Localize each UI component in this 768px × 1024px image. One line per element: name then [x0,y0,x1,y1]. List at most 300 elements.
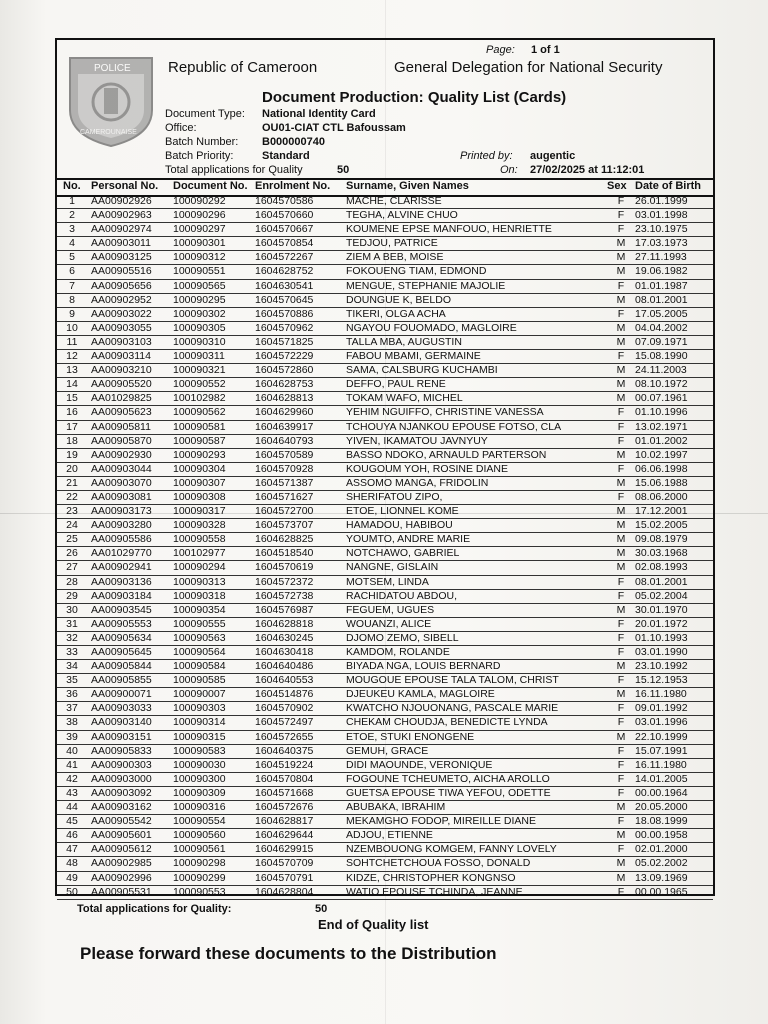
police-emblem-icon [64,52,158,148]
cell-en: 1604572497 [255,716,314,729]
cell-name: YIVEN, IKAMATOU JAVNYUY [346,434,488,447]
printed-by-value: augentic [530,150,576,162]
table-row [57,265,713,279]
cell-dob: 14.01.2005 [635,772,688,785]
cell-no: 26 [66,547,78,560]
cell-pn: AA00903092 [91,786,152,799]
cell-name: MACHE, CLARISSE [346,195,442,207]
cell-sex: F [617,646,625,658]
cell-dob: 08.01.2001 [635,575,688,588]
col-header-dob: Date of Birth [635,180,701,192]
cell-sex: F [617,631,625,644]
cell-dn: 100090311 [173,350,225,363]
cell-sex: M [616,335,626,348]
cell-dn: 100090293 [173,448,226,461]
cell-name: GUETSA EPOUSE TIWA YEFOU, ODETTE [346,786,551,799]
cell-dn: 100090294 [173,561,226,574]
printed-on-label: On: [500,164,518,176]
cell-dn: 100090297 [173,223,226,236]
col-header-no: No. [63,180,81,192]
cell-sex: M [616,378,626,391]
cell-no: 12 [66,350,78,363]
cell-en: 1604571668 [255,786,314,799]
cell-en: 1604630418 [255,646,314,658]
cell-dob: 01.10.1993 [635,631,688,644]
cell-en: 1604570709 [255,857,314,870]
cell-en: 1604570791 [255,871,314,884]
table-row [57,364,713,378]
cell-sex: F [617,589,625,602]
cell-name: BASSO NDOKO, ARNAULD PARTERSON [346,448,547,461]
cell-pn: AA00903173 [91,505,152,518]
cell-pn: AA00905844 [91,660,152,673]
table-row [57,745,713,759]
table-row [57,421,713,435]
cell-no: 11 [66,335,78,348]
cell-en: 1604570586 [255,195,314,207]
cell-no: 28 [66,575,78,588]
cell-dob: 23.10.1975 [635,223,688,236]
table-row [57,336,713,350]
cell-no: 47 [66,843,78,856]
total-apps-value: 50 [337,164,350,176]
table-row [57,280,713,294]
cell-no: 44 [66,801,78,814]
cell-name: YOUMTO, ANDRE MARIE [346,533,471,546]
cell-en: 1604570928 [255,462,314,475]
cell-pn: AA00903140 [91,716,152,729]
cell-en: 1604572700 [255,505,314,518]
col-header-sex: Sex [607,180,627,192]
cell-dn: 100090551 [173,265,226,278]
footer-total-label: Total applications for Quality: [77,903,232,915]
country-title: Republic of Cameroon [168,59,318,76]
cell-dob: 01.01.2002 [635,434,688,447]
emblem-text-top: POLICE [94,63,131,74]
cell-name: ETOE, STUKI ENONGENE [346,730,475,743]
cell-no: 43 [66,786,78,799]
cell-pn: AA00902985 [91,857,152,870]
cell-dn: 100090553 [173,885,226,898]
cell-pn: AA00902930 [91,448,152,461]
cell-no: 10 [66,321,78,334]
cell-name: NGAYOU FOUOMADO, MAGLOIRE [346,321,517,334]
cell-sex: F [617,716,625,729]
table-row [57,519,713,533]
cell-en: 1604572372 [255,575,314,588]
table-row [57,688,713,702]
cell-pn: AA00905601 [91,829,152,842]
cell-pn: AA00903000 [91,772,152,785]
table-row [57,618,713,632]
table-row [57,209,713,223]
cell-sex: F [617,758,625,771]
table-row [57,857,713,871]
cell-sex: M [616,265,626,278]
table-row [57,815,713,829]
cell-no: 39 [66,730,78,743]
cell-no: 19 [66,448,78,461]
cell-dn: 100090562 [173,406,226,419]
cell-dob: 15.12.1953 [635,674,688,687]
cell-no: 37 [66,702,78,715]
cell-sex: F [617,843,625,856]
table-row [57,716,713,730]
cell-no: 4 [69,237,75,250]
cell-no: 27 [66,561,78,574]
cell-sex: M [616,321,626,334]
table-row [57,195,713,209]
table-row [57,773,713,787]
cell-en: 1604629960 [255,406,314,419]
cell-dn: 100090303 [173,702,226,715]
cell-name: KOUMENE EPSE MANFOUO, HENRIETTE [346,223,552,236]
cell-dob: 03.01.1990 [635,646,688,658]
table-row [57,392,713,406]
cell-pn: AA00903210 [91,364,152,377]
cell-no: 36 [66,688,78,701]
cell-en: 1604570902 [255,702,314,715]
cell-dob: 07.09.1971 [635,335,688,348]
cell-name: ADJOU, ETIENNE [346,829,433,842]
table-row [57,378,713,392]
cell-no: 22 [66,490,78,503]
cell-no: 14 [66,378,78,391]
quality-list-table [57,195,713,900]
cell-sex: M [616,533,626,546]
cell-dn: 100090296 [173,209,226,222]
cell-en: 1604630245 [255,631,314,644]
cell-sex: M [616,392,626,405]
cell-dn: 100090314 [173,716,226,729]
cell-pn: AA00903125 [91,251,152,264]
col-header-document: Document No. [173,180,248,192]
col-header-personal: Personal No. [91,180,159,192]
page-label: Page: [486,44,515,56]
cell-dob: 16.11.1980 [635,758,687,771]
cell-dn: 100090321 [173,364,226,377]
batch-priority-label: Batch Priority: [165,150,234,162]
cell-en: 1604570854 [255,237,314,250]
cell-en: 1604518540 [255,547,314,560]
cell-pn: AA00902963 [91,209,152,222]
cell-no: 40 [66,744,78,757]
cell-no: 41 [66,758,78,771]
cell-no: 1 [69,195,75,207]
cell-no: 48 [66,857,78,870]
cell-no: 21 [66,476,78,489]
cell-dn: 100090300 [173,772,226,785]
cell-name: WATIO EPOUSE TCHINDA, JEANNE [346,885,523,898]
cell-name: WOUANZI, ALICE [346,617,432,630]
cell-dn: 100090316 [173,801,226,814]
cell-name: TALLA MBA, AUGUSTIN [346,335,462,348]
cell-dn: 100090564 [173,646,226,658]
cell-dn: 100090560 [173,829,226,842]
cell-name: YEHIM NGUIFFO, CHRISTINE VANESSA [346,406,544,419]
cell-dob: 13.09.1969 [635,871,688,884]
cell-name: NANGNE, GISLAIN [346,561,439,574]
cell-no: 23 [66,505,78,518]
cell-pn: AA00905553 [91,617,152,630]
cell-no: 32 [66,631,78,644]
cell-name: FABOU MBAMI, GERMAINE [346,350,481,363]
cell-dn: 100090310 [173,335,226,348]
cell-pn: AA00905542 [91,815,152,828]
cell-dn: 100102982 [173,392,226,405]
cell-en: 1604640486 [255,660,314,673]
cell-dn: 100090317 [173,505,226,518]
cell-sex: F [617,195,625,207]
cell-no: 29 [66,589,78,602]
batch-priority-value: Standard [262,150,310,162]
cell-dn: 100090305 [173,321,226,334]
cell-sex: F [617,815,625,828]
cell-dob: 13.02.1971 [635,420,688,433]
cell-sex: F [617,462,625,475]
end-of-list-label: End of Quality list [318,917,429,932]
cell-dn: 100090561 [173,843,226,856]
cell-dob: 20.01.1972 [635,617,688,630]
col-header-enrolment: Enrolment No. [255,180,331,192]
cell-pn: AA00903081 [91,490,152,503]
cell-pn: AA00900303 [91,758,152,771]
cell-dob: 02.01.2000 [635,843,688,856]
cell-no: 31 [66,617,78,630]
table-row [57,561,713,575]
table-row [57,759,713,773]
cell-dob: 15.08.1990 [635,350,688,363]
table-row [57,801,713,815]
cell-pn: AA00905531 [91,885,152,898]
cell-name: TIKERI, OLGA ACHA [346,307,446,320]
cell-no: 3 [69,223,75,236]
cell-en: 1604519224 [255,758,314,771]
table-row [57,660,713,674]
cell-sex: F [617,406,625,419]
cell-name: DOUNGUE K, BELDO [346,293,452,306]
cell-dob: 01.10.1996 [635,406,688,419]
cell-dob: 17.05.2005 [635,307,688,320]
cell-sex: F [617,702,625,715]
cell-dn: 100090584 [173,660,226,673]
cell-dn: 100090581 [173,420,226,433]
cell-no: 7 [69,279,75,292]
cell-sex: M [616,603,626,616]
cell-en: 1604639917 [255,420,314,433]
cell-en: 1604570645 [255,293,314,306]
cell-en: 1604628825 [255,533,314,546]
cell-en: 1604572738 [255,589,314,602]
cell-pn: AA00905811 [91,420,151,433]
cell-pn: AA00905855 [91,674,152,687]
cell-no: 5 [69,251,75,264]
table-row [57,646,713,660]
cell-sex: M [616,364,626,377]
table-row [57,322,713,336]
cell-no: 38 [66,716,78,729]
cell-pn: AA00903055 [91,321,152,334]
cell-sex: F [617,209,625,222]
cell-en: 1604571825 [255,335,314,348]
cell-dob: 30.01.1970 [635,603,688,616]
cell-no: 30 [66,603,78,616]
cell-dob: 17.03.1973 [635,237,688,250]
cell-no: 17 [66,420,78,433]
batch-number-value: B000000740 [262,136,326,148]
cell-en: 1604570660 [255,209,314,222]
table-row [57,576,713,590]
table-row [57,533,713,547]
table-row [57,872,713,886]
cell-dn: 100090312 [173,251,226,264]
cell-no: 35 [66,674,78,687]
cell-dn: 100090315 [173,730,226,743]
cell-sex: M [616,237,626,250]
cell-en: 1604630541 [255,279,314,292]
cell-name: GEMUH, GRACE [346,744,429,757]
cell-sex: F [617,786,625,799]
table-row [57,590,713,604]
cell-en: 1604576987 [255,603,314,616]
cell-pn: AA00902941 [91,561,152,574]
cell-sex: F [617,350,625,363]
cell-en: 1604572860 [255,364,314,377]
cell-en: 1604628817 [255,815,314,828]
cell-name: SAMA, CALSBURG KUCHAMBI [346,364,498,377]
cell-dn: 100090030 [173,758,226,771]
cell-name: KIDZE, CHRISTOPHER KONGNSO [346,871,516,884]
cell-pn: AA00905656 [91,279,152,292]
table-row [57,308,713,322]
total-apps-label: Total applications for Quality [165,164,303,176]
cell-pn: AA00902926 [91,195,152,207]
table-row [57,294,713,308]
cell-sex: M [616,519,626,532]
cell-en: 1604570667 [255,223,314,236]
cell-dn: 100090295 [173,293,226,306]
cell-dn: 100090328 [173,519,226,532]
cell-pn: AA00905870 [91,434,152,447]
cell-name: FOGOUNE TCHEUMETO, AICHA AROLLO [346,772,550,785]
cell-no: 9 [69,307,75,320]
cell-name: TCHOUYA NJANKOU EPOUSE FOTSO, CLA [346,420,562,433]
cell-en: 1604573707 [255,519,314,532]
cell-pn: AA00905634 [91,631,152,644]
doc-type-label: Document Type: [165,108,245,120]
table-row [57,604,713,618]
cell-name: HAMADOU, HABIBOU [346,519,453,532]
cell-dn: 100090308 [173,490,226,503]
cell-name: KOUGOUM YOH, ROSINE DIANE [346,462,508,475]
cell-en: 1604571627 [255,490,314,503]
cell-no: 46 [66,829,78,842]
footer-total-value: 50 [315,903,328,915]
cell-pn: AA00900071 [91,688,152,701]
cell-dob: 05.02.2004 [635,589,688,602]
cell-sex: M [616,688,626,701]
cell-name: DIDI MAOUNDE, VERONIQUE [346,758,493,771]
table-row [57,674,713,688]
cell-en: 1604570619 [255,561,314,574]
cell-sex: M [616,801,626,814]
cell-dob: 22.10.1999 [635,730,688,743]
cell-dn: 100090583 [173,744,226,757]
cell-en: 1604572267 [255,251,314,264]
cell-dn: 100090555 [173,617,226,630]
cell-sex: M [616,448,626,461]
cell-sex: F [617,772,625,785]
cell-dob: 01.01.1987 [635,279,688,292]
cell-dn: 100090585 [173,674,226,687]
cell-no: 16 [66,406,78,419]
cell-dn: 100090298 [173,857,226,870]
cell-dob: 15.02.2005 [635,519,688,532]
cell-dn: 100090587 [173,434,226,447]
cell-dn: 100090554 [173,815,226,828]
cell-dn: 100090302 [173,307,226,320]
cell-dob: 00.07.1961 [635,392,688,405]
cell-dn: 100090565 [173,279,226,292]
cell-sex: M [616,561,626,574]
table-row [57,731,713,745]
cell-name: TEDJOU, PATRICE [346,237,438,250]
cell-name: KWATCHO NJOUONANG, PASCALE MARIE [346,702,559,715]
page-value: 1 of 1 [531,44,560,56]
forward-instruction: Please forward these documents to the Distribution [80,944,497,963]
cell-sex: F [617,674,625,687]
cell-pn: AA00903545 [91,603,152,616]
cell-sex: M [616,505,626,518]
cell-en: 1604572676 [255,801,314,814]
cell-name: MOTSEM, LINDA [346,575,429,588]
cell-sex: F [617,307,625,320]
cell-name: NZEMBOUONG KOMGEM, FANNY LOVELY [346,843,557,856]
cell-dob: 03.01.1998 [635,209,688,222]
cell-dob: 30.03.1968 [635,547,688,560]
cell-pn: AA00905520 [91,378,152,391]
cell-pn: AA00903151 [91,730,152,743]
cell-pn: AA00905645 [91,646,152,658]
cell-dn: 100090304 [173,462,226,475]
cell-sex: F [617,434,625,447]
cell-name: SHERIFATOU ZIPO, [346,490,443,503]
cell-pn: AA01029825 [91,392,152,405]
cell-pn: AA00902974 [91,223,152,236]
cell-no: 24 [66,519,78,532]
cell-name: ASSOMO MANGA, FRIDOLIN [346,476,489,489]
cell-no: 20 [66,462,78,475]
cell-name: ZIEM A BEB, MOISE [346,251,444,264]
cell-dob: 00.00.1958 [635,829,688,842]
table-row [57,463,713,477]
cell-name: ETOE, LIONNEL KOME [346,505,459,518]
cell-name: ABUBAKA, IBRAHIM [346,801,446,814]
cell-name: MOUGOUE EPOUSE TALA TALOM, CHRIST [346,674,559,687]
cell-en: 1604640553 [255,674,314,687]
cell-name: MEKAMGHO FODOP, MIREILLE DIANE [346,815,537,828]
cell-pn: AA00902996 [91,871,152,884]
cell-en: 1604628804 [255,885,314,898]
cell-pn: AA00903022 [91,307,152,320]
cell-sex: F [617,617,625,630]
table-row [57,505,713,519]
cell-dn: 100090292 [173,195,226,207]
printed-by-label: Printed by: [460,150,513,162]
cell-en: 1604628752 [255,265,314,278]
table-row [57,787,713,801]
cell-pn: AA00905586 [91,533,152,546]
